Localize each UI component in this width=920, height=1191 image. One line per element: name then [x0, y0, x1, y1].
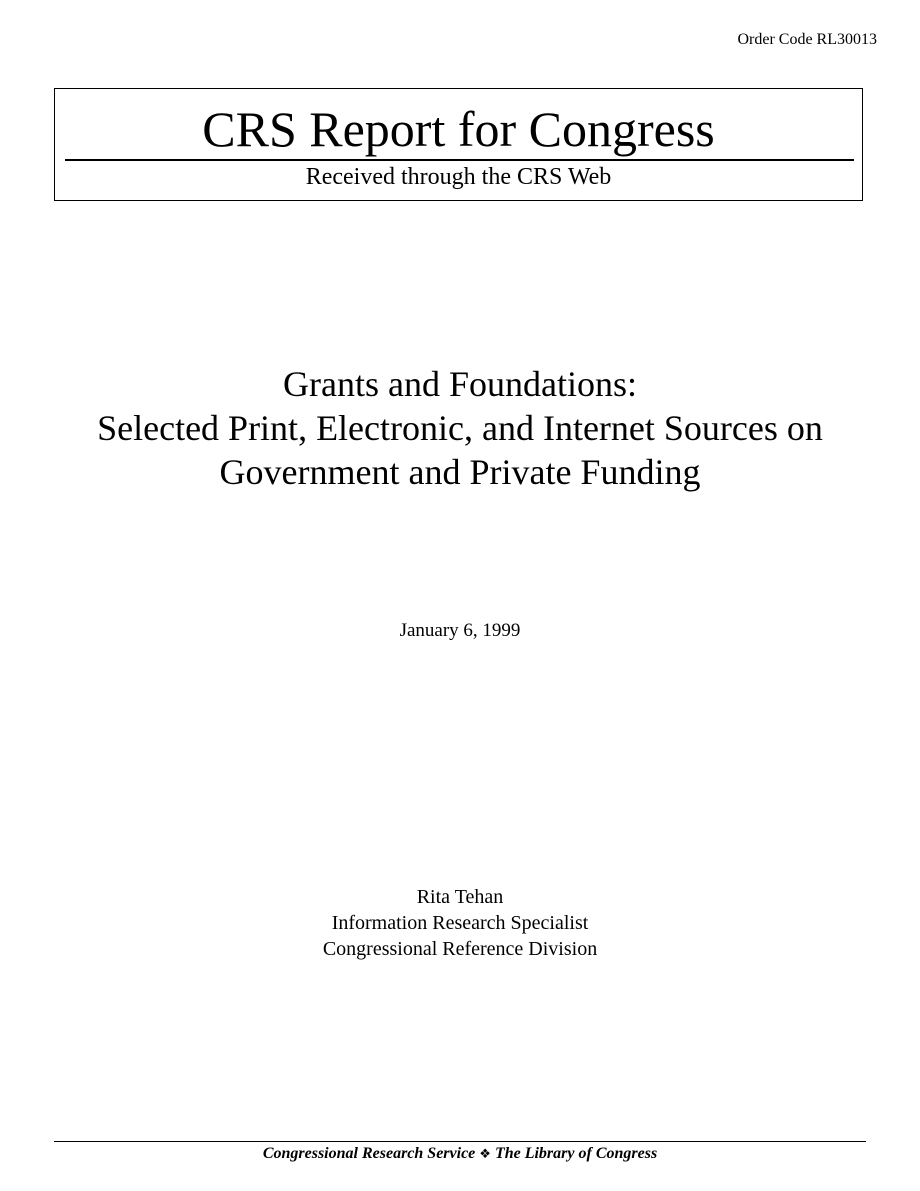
- footer-publisher: Congressional Research Service: [262, 1145, 476, 1162]
- footer-rule: [54, 1141, 866, 1142]
- order-code: Order Code RL30013: [737, 31, 877, 48]
- report-date: January 6, 1999: [399, 620, 521, 641]
- report-title-line: Selected Print, Electronic, and Internet Sources on: [97, 408, 823, 448]
- masthead-title: CRS Report for Congress: [202, 101, 715, 157]
- author-name: Rita Tehan: [416, 886, 504, 908]
- author-position: Information Research Specialist: [331, 912, 589, 934]
- footer: [0, 1143, 920, 1166]
- masthead-box: [54, 88, 863, 201]
- report-title-line: Government and Private Funding: [219, 452, 701, 492]
- report-title: [20, 362, 900, 494]
- diamond-separator-icon: ❖: [479, 1147, 491, 1162]
- author-division: Congressional Reference Division: [322, 938, 598, 960]
- masthead-rule: [65, 159, 854, 161]
- author-block: [0, 884, 920, 962]
- report-title-line: Grants and Foundations:: [283, 364, 637, 404]
- masthead-subtitle: Received through the CRS Web: [305, 164, 612, 190]
- footer-library: The Library of Congress: [494, 1145, 658, 1162]
